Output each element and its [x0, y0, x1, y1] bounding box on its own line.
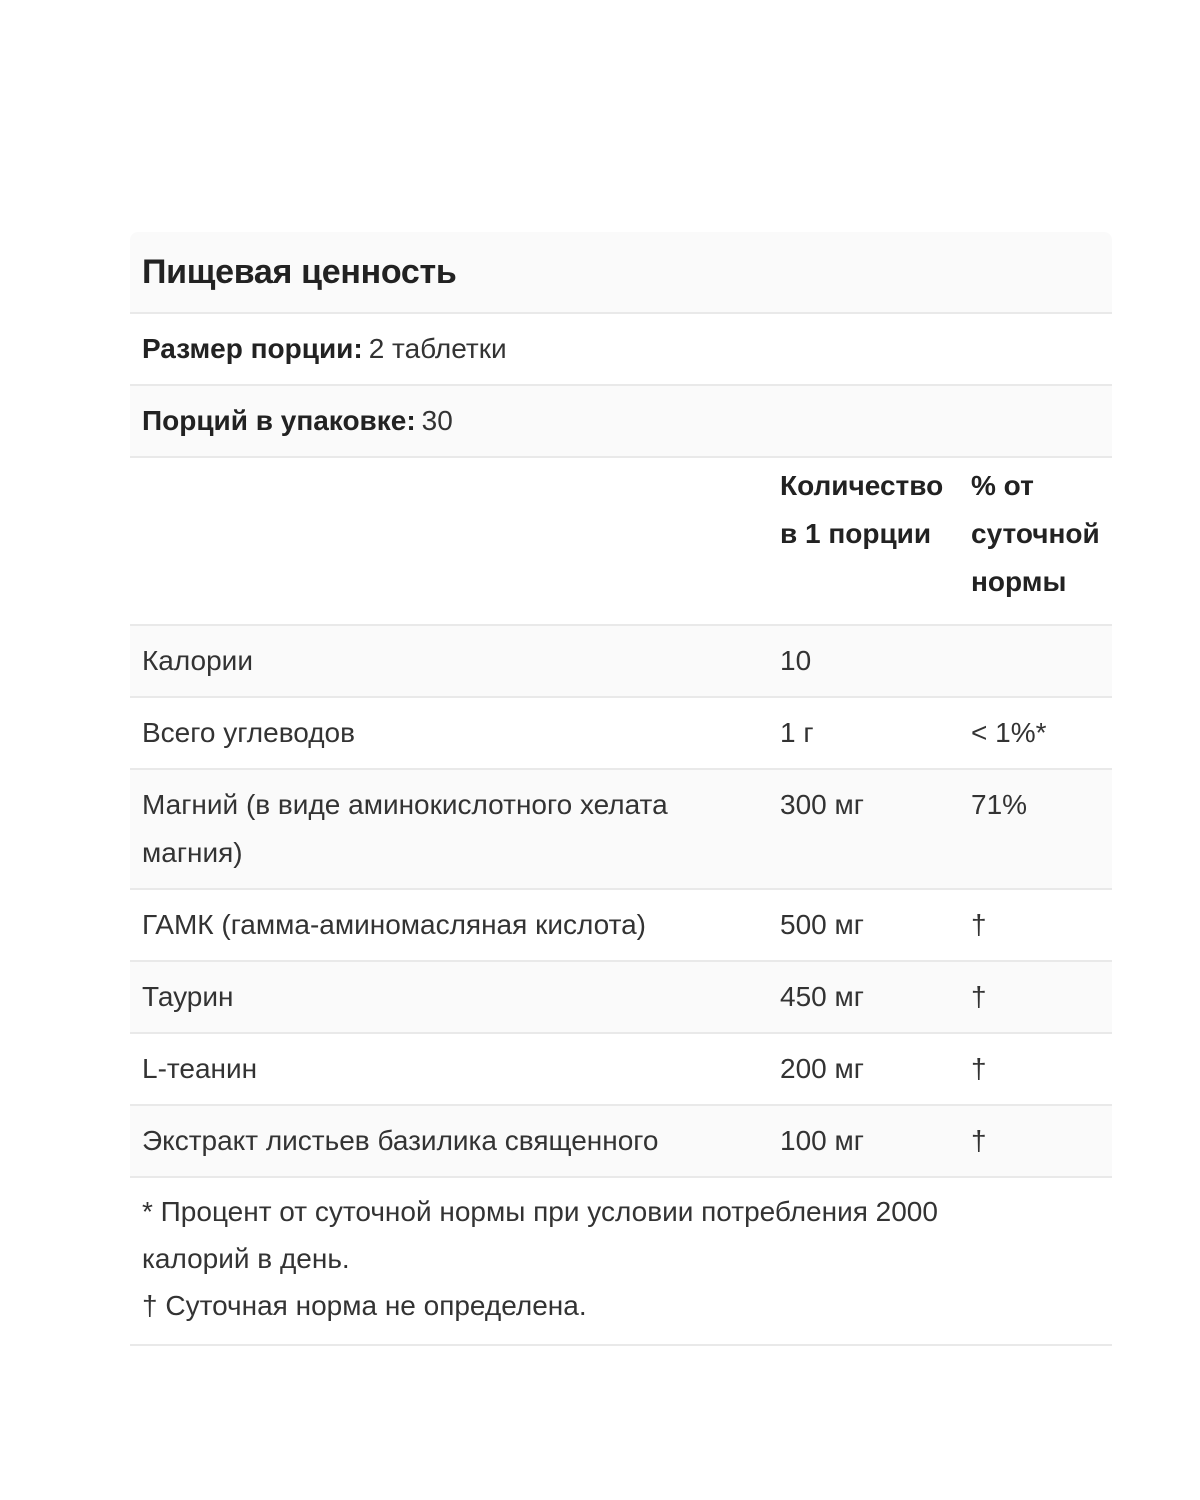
nutrition-facts-panel	[130, 232, 1112, 1346]
panel-header	[130, 232, 1112, 314]
nutrient-amount: 200 мг	[780, 1053, 864, 1084]
nutrient-daily-value: †	[971, 1125, 987, 1156]
servings-per-container-value: 30	[421, 405, 453, 436]
nutrient-row	[130, 770, 1112, 890]
nutrient-row	[130, 1034, 1112, 1106]
nutrient-name: Таурин	[142, 981, 234, 1012]
nutrient-amount: 500 мг	[780, 909, 864, 940]
nutrient-row	[130, 1106, 1112, 1178]
dagger-footnote: † Суточная норма не определена.	[142, 1290, 587, 1321]
nutrient-row	[130, 890, 1112, 962]
nutrient-row	[130, 962, 1112, 1034]
serving-size-value: 2 таблетки	[368, 333, 507, 364]
nutrient-amount: 1 г	[780, 717, 814, 748]
column-header-row	[130, 458, 1112, 626]
serving-size-row	[130, 314, 1112, 386]
nutrient-name: Экстракт листьев базилика священного	[142, 1125, 659, 1156]
servings-per-container-label: Порций в упаковке:	[142, 405, 416, 436]
panel-title: Пищевая ценность	[142, 252, 457, 291]
nutrient-name: Всего углеводов	[142, 717, 356, 748]
amount-header-line: Количество	[780, 470, 944, 501]
nutrient-daily-value: †	[971, 1053, 987, 1084]
footnotes	[130, 1178, 1112, 1346]
nutrient-daily-value: 71%	[971, 789, 1028, 820]
dv-header-line: суточной	[971, 518, 1100, 549]
nutrient-amount: 300 мг	[780, 789, 864, 820]
amount-header-line: в 1 порции	[780, 518, 932, 549]
dv-header-line: % от	[971, 470, 1034, 501]
nutrient-daily-value: †	[971, 981, 987, 1012]
nutrient-row	[130, 698, 1112, 770]
servings-per-container-row	[130, 386, 1112, 458]
nutrient-name: ГАМК (гамма-аминомасляная кислота)	[142, 909, 646, 940]
nutrient-amount: 10	[780, 645, 812, 676]
nutrient-name: Калории	[142, 645, 253, 676]
daily-value-column-header	[971, 462, 1111, 606]
nutrient-row	[130, 626, 1112, 698]
nutrient-amount: 450 мг	[780, 981, 864, 1012]
serving-size-label: Размер порции:	[142, 333, 363, 364]
dv-header-line: нормы	[971, 566, 1067, 597]
nutrient-name: L-теанин	[142, 1053, 258, 1084]
nutrient-daily-value: < 1%*	[971, 717, 1047, 748]
nutrient-daily-value: †	[971, 909, 987, 940]
amount-column-header	[780, 462, 960, 558]
percent-footnote: * Процент от суточной нормы при условии потребления 2000 калорий в день.	[142, 1196, 938, 1274]
nutrient-amount: 100 мг	[780, 1125, 864, 1156]
nutrient-name: Магний (в виде аминокислотного хелата магния)	[142, 789, 668, 868]
